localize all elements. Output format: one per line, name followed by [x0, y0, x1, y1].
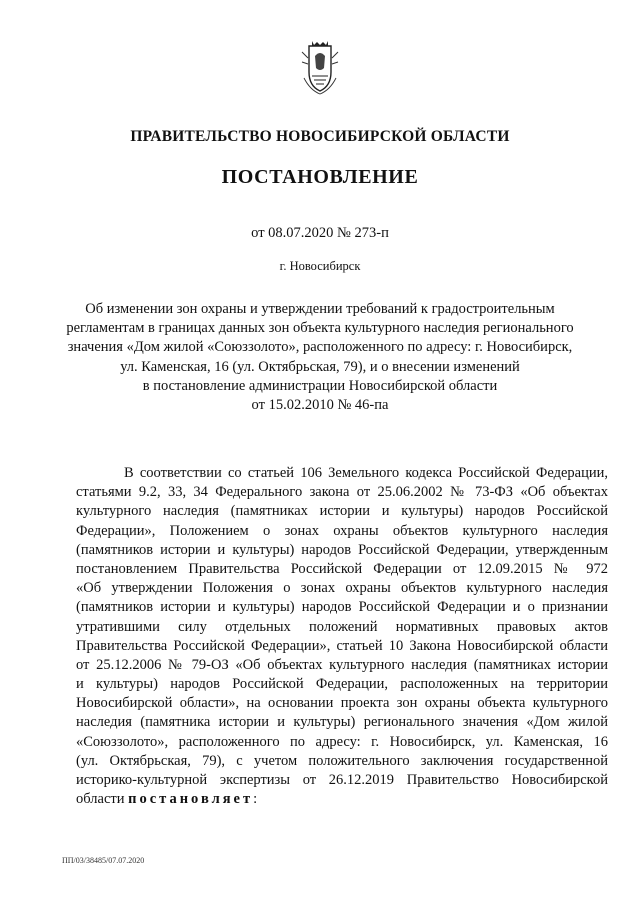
- body-final-prefix: области: [76, 791, 129, 808]
- document-date-number: от 08.07.2020 № 273-п: [251, 225, 389, 241]
- body-line: (ул. Октябрьская, 79), с учетом положительного заключения государственной: [76, 752, 608, 769]
- body-line: (памятников истории и культуры) народов Российской Федерации, утвержденным: [76, 541, 608, 558]
- body-line: утратившими силу отдельных положений нормативных правовых актов: [76, 618, 608, 635]
- decree-word: постановляет: [128, 791, 254, 808]
- body-line: и культуры) народов Российской Федерации, расположенных на территории: [76, 676, 608, 693]
- document-body-paragraph: [76, 464, 608, 809]
- body-line: Федерации», Положением о зонах охраны объектов культурного наследия: [76, 522, 608, 539]
- title-line: значения «Дом жилой «Союззолото», расположенного по адресу: г. Новосибирск,: [67, 339, 573, 356]
- body-line: от 25.12.2006 № 79-ОЗ «Об объектах культурного наследия (памятниках истории: [76, 656, 608, 673]
- title-line: регламентам в границах данных зон объекта культурного наследия регионального: [66, 320, 574, 337]
- body-line: статьями 9.2, 33, 34 Федерального закона от 25.06.2002 № 73-ФЗ «Об объектах: [76, 484, 608, 501]
- document-title: [60, 300, 580, 415]
- body-line: наследия (памятника истории и культуры) регионального значения «Дом жилой: [76, 714, 608, 731]
- body-line: историко-культурной экспертизы от 26.12.2019 Правительство Новосибирской: [76, 772, 608, 788]
- title-line: Об изменении зон охраны и утверждении требований к градостроительным: [85, 301, 555, 317]
- body-line: постановлением Правительства Российской Федерации от 12.09.2015 № 972: [76, 560, 608, 577]
- title-line: от 15.02.2010 № 46-па: [251, 397, 389, 414]
- body-line: «Союззолото», расположенного по адресу: г. Новосибирск, ул. Каменская, 16: [76, 733, 608, 750]
- issuer-name: ПРАВИТЕЛЬСТВО НОВОСИБИРСКОЙ ОБЛАСТИ: [130, 128, 510, 145]
- body-line: «Об утверждении Положения о зонах охраны объектов культурного наследия: [76, 580, 608, 597]
- coat-of-arms-icon: [300, 38, 340, 96]
- body-final-line: [76, 790, 608, 809]
- decree-suffix: :: [253, 791, 258, 808]
- body-line: Новосибирской области», на основании проекта зон охраны объекта культурного: [76, 695, 608, 712]
- title-line: в постановление администрации Новосибирской области: [142, 377, 498, 394]
- body-line: культурного наследия (памятниках истории и культуры) народов Российской: [76, 503, 608, 520]
- title-line: ул. Каменская, 16 (ул. Октябрьская, 79), и о внесении изменений: [120, 358, 520, 375]
- body-line: Правительства Российской Федерации», статьей 10 Закона Новосибирской области: [76, 637, 608, 654]
- body-line: (памятников истории и культуры) народов Российской Федерации и о признании: [76, 599, 608, 616]
- footer-document-code: ПП/03/38485/07.07.2020: [62, 856, 145, 865]
- document-type: ПОСТАНОВЛЕНИЕ: [221, 166, 419, 188]
- body-line: В соответствии со статьей 106 Земельного кодекса Российской Федерации,: [124, 465, 608, 481]
- document-city: г. Новосибирск: [279, 259, 361, 273]
